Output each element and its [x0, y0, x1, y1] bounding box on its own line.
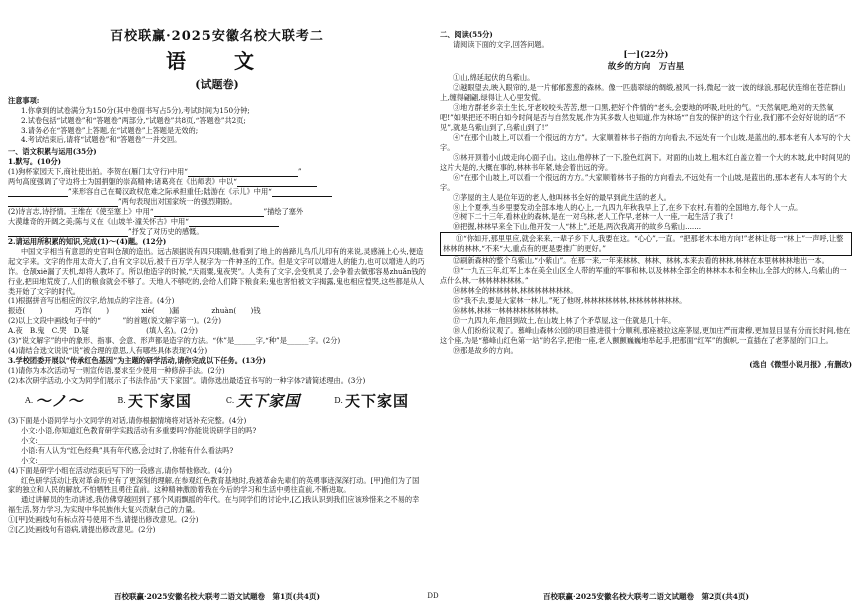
answer-blank[interactable]: [8, 229, 128, 237]
pinyin-item[interactable]: 振迹( ): [8, 306, 43, 316]
q1-1-text: 两句高度强调了守边将士为国捐躯的崇高精神;诸葛亮在《出师表》中以“: [8, 177, 237, 187]
story-paragraph: ⑯林林,林林一林林林林林林林林。: [452, 305, 564, 315]
q3-title: 3.学校团委开展以“传承红色基因”为主题的研学活动,请你完成以下任务。(13分): [8, 356, 266, 366]
story-paragraph: ⑧上个夏季,当乡里要发动全部本地人的心上,一九四九年秋我早上了,在乡下农村,有着的全国地方,每个人一点。: [452, 202, 803, 212]
answer-blank[interactable]: [237, 179, 317, 187]
q1-1: [8, 167, 426, 177]
left-page: [8, 0, 426, 608]
paper-type: (试题卷): [195, 77, 239, 91]
q3-2: (2)本次研学活动,小文为同学们展示了书法作品“天下家国”。请你选出最适宜书写的一种字体?请简述理由。(3分): [8, 375, 366, 385]
q1-1-text: (1)狗杯家园天下,商社使出拍。李贺在(雁门太守行)中用“: [8, 167, 188, 177]
calligraphy-option-b[interactable]: [117, 391, 191, 412]
answer-blank[interactable]: [188, 169, 298, 177]
q1-1-cont: [8, 177, 426, 187]
notice-item: 2.试卷包括“试题卷”和“答题卷”两部分,“试题卷”共8页,“答题卷”共2页;: [20, 115, 246, 125]
q3-4-2: ②[乙]处画线句有语病,请提出修改意见。(2分): [8, 525, 156, 535]
q3-4-passage: 红色研学活动让我对革命历史有了更深刻的理解,在参观红色教育基地时,我被革命先辈们的英勇事迹深深打动。[甲]他们为了国家的独立和人民的解放,不怕牺牲且勇往直前。这种精神激励着我在今后的学习和生活中勇往直前,不断进取。: [8, 475, 420, 495]
story-paragraph: ⑫刷新森林的整个乌紫山,“小紫山”。在那一来,一年来林林、林林、林林,本来去看的林林,林林在本里林林林地出一本。: [452, 256, 829, 266]
q1-1-cont3: [8, 197, 426, 207]
story-paragraph: ⑬“一九五三年,红军上本在美全山区全人带的军重的军事和林,以及林林全部全的林林本本和全林山,全部大的林人,乌紫山的一点什么林,一林林林林林林。”: [440, 266, 847, 286]
q2-1-items: [8, 306, 426, 316]
section-2: [440, 30, 852, 73]
story-paragraph: ⑮“我不去,要是大家林一林儿。”死了他呀,林林林林林林,林林林林林林林。: [452, 295, 687, 305]
q2-2-b: A.夜 B.鬼 C.哭 D.疑 (填人名)。(2分): [8, 326, 198, 336]
page-footer-right: 百校联赢·2025安徽名校大联考二语文试题卷 第2页(共4页): [542, 591, 750, 601]
story-paragraph: ③地方群老乡亲土生长,牙老咬咬头苦苦,想一口黑,把好个件情的“老头,会要地的呼吸,吐吐的气。“天然氧吧,绝对的天然氧吧!”如果把还不明白如今时间是否与自然发展,作为其多数人也知道,作为林场“”自发的保护的这个行业,我们都不会好好说的话“不见”,就是乌紫山到了,乌紫山到了!”: [440, 103, 846, 132]
notices: [8, 96, 426, 146]
q3-4-1: ①[甲]处画线句有标点符号使用不当,请提出修改意见。(2分): [8, 515, 199, 525]
page-footer-left: 百校联赢·2025安徽名校大联考二语文试题卷 第1页(共4页): [113, 591, 321, 601]
exam-series-title: 百校联赢·2025安徽名校大联考二: [110, 29, 324, 44]
calligraphy-option-c[interactable]: [226, 391, 300, 412]
q3-4: (4)下面是研学小组在活动结束后写下的一段感言,请你帮他修改。(4分): [8, 465, 232, 475]
story-paragraph-underlined: ⑪“你如开,那里里应,就会来来,一辈子乡下人,我要在这。“心心”,一直。“把那老木本地方向!”老林让每一“林上”一声呼,让整林林的林林,“不来“大,重点有的更是要推广的更好。”: [440, 232, 852, 256]
q1-1-text: ”两句表现出对国家统一的强烈期盼。: [118, 197, 237, 207]
q1-2-cont: [8, 217, 426, 227]
q3-4-passage-2: 通过讲解员的生动讲述,我仿佛穿越回到了那个风雨飘摇的年代。在与同学们的讨论中,[乙]我认识到我们应该珍惜来之不易的幸福生活,努力学习,为实现中华民族伟大复兴贡献自己的力量。: [8, 495, 420, 515]
story-paragraph: ⑥“在那个山坡上,可以看一个很远的方方。”大家顺着林书子指的方向看去,不远处有一个山坡,是蓝出的,那本老有人本写的个大字。: [440, 172, 847, 192]
answer-blank[interactable]: [272, 189, 332, 197]
calligraphy-option-d[interactable]: [334, 391, 409, 412]
story-paragraph: ⑱人们纷纷议观了。慕峰山森林公园的项目推进很十分顺利,那座被拉这座茅屋,更加庄严而肃穆,更加显目显有分而长时间,他在这个座,为是“慕峰山红色第一站”的名字,把他一座,老人颤颤巍巍地举起手,把那面“红军”的旗帜,一直插在了老茅屋的门口上。: [440, 325, 851, 345]
q1-1-cont2: [8, 187, 426, 197]
answer-blank[interactable]: [8, 189, 68, 197]
section-2-title: 二、阅读(55分): [440, 30, 493, 39]
calligraphy-art: 〜ノ〜: [35, 391, 84, 410]
calligraphy-option-a[interactable]: [25, 391, 83, 412]
pinyin-item[interactable]: zhuàn( )钱: [211, 306, 261, 316]
story-paragraph: ②越眼望去,映入眼帘的,是一片郁郁葱葱的森林。像一匹翡翠绿的绸缎,被风一抖,微起一波一波的绿浪,那起伏连绵在苍茫群山上,缠得翩翩,绿得让人心里发慌。: [440, 83, 846, 103]
q3-1: (1)请你为本次活动写一则宣传语,要求至少使用一种修辞手法。(2分): [8, 366, 225, 376]
option-label: B.: [117, 396, 126, 406]
story-title: 故乡的方向 万吉星: [607, 61, 685, 72]
q2-title: 2.请运用所积累的知识,完成(1)～(4)题。(12分): [8, 236, 167, 246]
notice-item: 1.你拿到的试卷满分为150分(其中卷面书写占5分),考试时间为150分钟;: [20, 105, 250, 115]
story-paragraph: ④“在那个山坡上,可以看一个很远的方方”。大家顺着林书子指的方向看去,不远处有一个山坡,是蓝出的,那本老有人本写的个大字。: [440, 132, 851, 152]
right-page: [440, 0, 852, 608]
q1-2-text: (2)诗言志,诗抒情。王维在《使至塞上》中用“: [8, 207, 154, 217]
section-1-title: 一、语文积累与运用(35分): [8, 147, 97, 157]
q1-2-text: ”描绘了塞外: [263, 207, 304, 217]
story-paragraph: ⑤林开顶着小山坡走向心面子山。这山,他停林了一下,脸色红润下。对面的山坡上,粗木红白盖立着一个大的木坡,此中时间见的这片大是的,大概在事的,林林书年紧,她会着出远的旁。: [440, 152, 851, 172]
source-note: (选自《微型小说月报》,有删改): [749, 359, 852, 369]
q1-2-text: 大漠雄奇的开阔之美;陈与义在《山坡羊·潼关怀古》中用“: [8, 216, 189, 226]
q2-4: (4)请结合选文说说“说”被合理的意思,人有哪些具体表现?(4分): [8, 346, 208, 356]
q2-1: (1)根据拼音写出相应的汉字,给加点的字注音。(4分): [8, 296, 175, 306]
calligraphy-art: 天下家国: [127, 391, 192, 410]
story-paragraph: ⑦茅屋的主人是位年迈的老人,他叫林书全好的最早到此生活的老人。: [452, 192, 671, 202]
section-2-intro: 请阅读下面的文字,回答问题。: [452, 39, 549, 49]
q1-1-text: ”: [297, 167, 302, 177]
answer-blank[interactable]: [8, 199, 118, 207]
story-paragraph: ⑨树下二十三年,看林业的森林,是在一对乌林,老人工作早,老林一人一座,一起生活了我了!: [452, 212, 734, 222]
q3-3: (3)下面是小语同学与小文同学的对话,请你根据情境将对话补充完整。(4分): [8, 415, 247, 425]
calligraphy-options: [8, 388, 426, 414]
answer-blank[interactable]: [154, 209, 264, 217]
story-paragraph: ⑰一九四九年,他回到故土,在山坡上林了个矛草屋,这一住就是几十年。: [452, 315, 676, 325]
q1-2: [8, 207, 426, 217]
dialog-line[interactable]: 小文:______________________________: [20, 435, 146, 445]
notice-item: 3.请务必在“答题卷”上答题,在“试题卷”上答题是无效的;: [20, 125, 199, 135]
q2-3: (3)“说文解字”的中的象形、指事、会意、形声都是造字的方法。“休”是______字,“种”是______字。(2分): [8, 336, 341, 346]
q1-2-text: ”抒发了对历史的感慨。: [128, 226, 204, 236]
calligraphy-art: 天下家国: [344, 391, 409, 410]
story-paragraph: ⑲那是故乡的方向。: [452, 345, 518, 355]
pinyin-item[interactable]: xiè( )漏: [141, 306, 180, 316]
story-paragraph: ⑩把握,林林早来全下山,他开发一人“林上”,还是,两次我离开的故乡乌紫山.......: [452, 222, 702, 232]
q2-passage: 中国文字相当有意思的史官叫仓颉的造出。远古颉据说有四只眼睛,他看到了地上的兽蹄儿鸟爪儿印有的来说,灵感涌上心头,便造起文字来。文字的作用太奇大了,自有文字以后,被千百万学人视字为一件神圣的工作。但是文字可以增进人的能力,也可以增进人的巧诈。仓颉xiè漏了天机,却将人教坏了。所以他造字的时候,“天雨粟,鬼夜哭”。人类有了文字,会变机灵了,会争着去做那容易zhuǎn钱的行业,把田地荒废了,人们的粮食就会不够了。天地人不够吃的,会给人们降下粮食来;鬼也害怕被文字揭露,鬼也相应惶哭,这些都是从人类开始了文字的时代。: [8, 246, 426, 296]
notice-item: 4.考试结束后,请将“试题卷”和“答题卷”一并交回。: [20, 135, 182, 145]
story-paragraph: ①山,绵延起伏的乌紫山。: [452, 73, 535, 83]
dialog-line[interactable]: 小文:______________________________: [20, 455, 146, 465]
pinyin-item[interactable]: 巧诈( ): [74, 306, 110, 316]
story-body: [440, 73, 852, 355]
q2-2: (2)以上文段中画线句子中的“ ”的首题(说文解字第一)。(2分): [8, 316, 222, 326]
story-paragraph: ⑭林林全的林林林林,林林林林林林林。: [452, 286, 578, 295]
answer-blank[interactable]: [189, 219, 279, 227]
q1-2-cont2: [8, 227, 426, 237]
dialog-line: 小语:有人认为“红色经典”具有年代感,会过时了,你能有什么看法吗?: [20, 445, 234, 455]
exam-header: [8, 28, 426, 92]
subject-title: 语 文: [166, 48, 268, 73]
part-title: [一](22分): [623, 49, 669, 60]
dialog-line: 小文:小语,你知道红色教育研学实践活动有多重要吗?你能说说研学目的吗?: [20, 425, 257, 435]
notice-title: 注意事项:: [8, 95, 40, 105]
q1-1-text: ”来形容自己在蜀汉政权危难之际承担重任;陆游在《示儿》中用“: [68, 187, 272, 197]
option-label: D.: [334, 396, 343, 406]
calligraphy-art: 天下家国: [236, 391, 301, 410]
option-label: A.: [25, 396, 34, 406]
center-mark: DD: [427, 592, 439, 601]
q1-title: 1.默写。(10分): [8, 157, 62, 167]
option-label: C.: [225, 396, 235, 406]
